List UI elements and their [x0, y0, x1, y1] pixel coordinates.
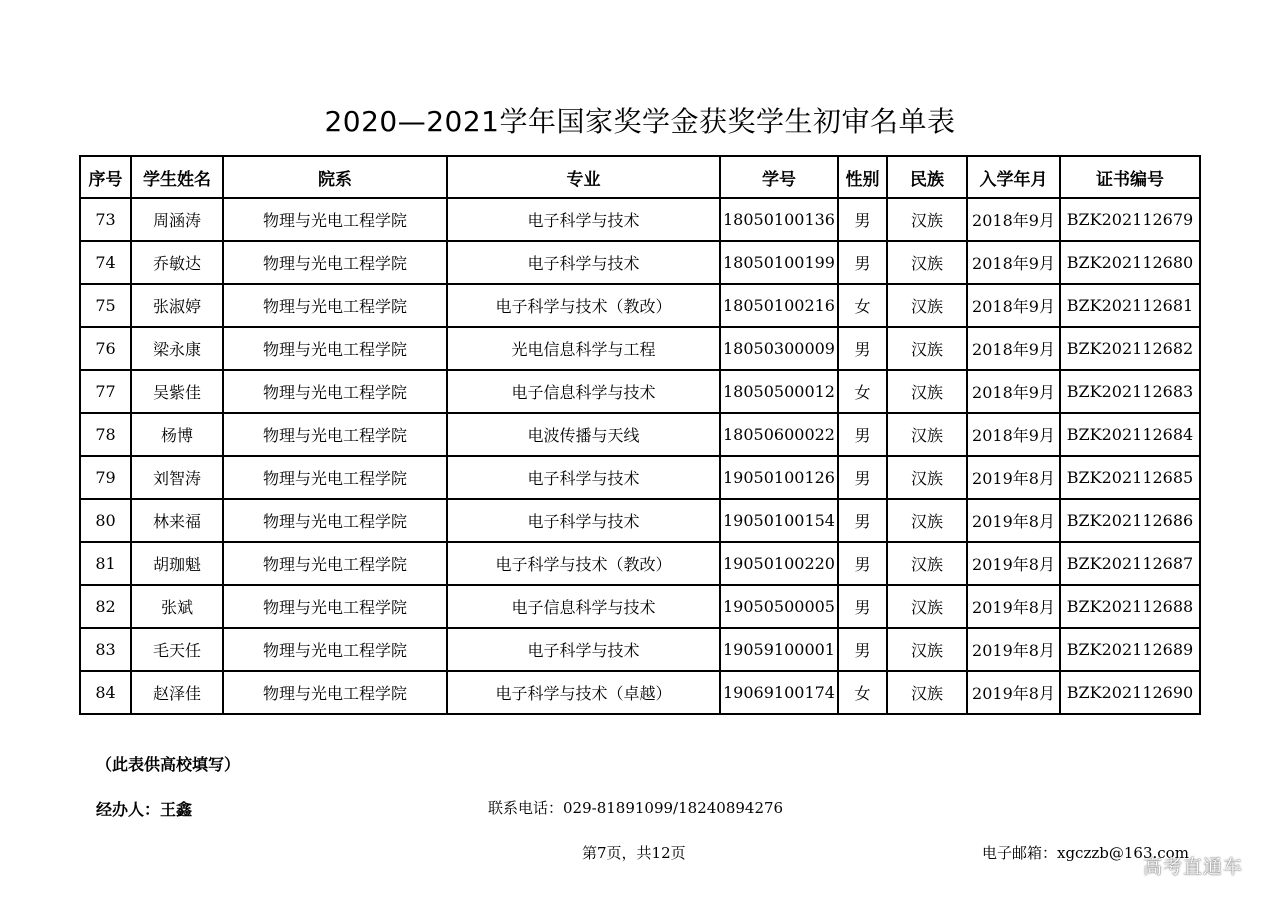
- cell-enrollment-date: 2018年9月: [967, 370, 1060, 413]
- cell-enrollment-date: 2019年8月: [967, 585, 1060, 628]
- cell-index: 84: [80, 671, 131, 714]
- cell-ethnicity: 汉族: [887, 370, 967, 413]
- column-header-ethnicity: 民族: [887, 156, 967, 198]
- watermark-text: 高考直通车: [1143, 856, 1244, 878]
- cell-certificate-number: BZK202112683: [1060, 370, 1200, 413]
- cell-student-name: 刘智涛: [131, 456, 223, 499]
- cell-student-name: 杨博: [131, 413, 223, 456]
- cell-ethnicity: 汉族: [887, 499, 967, 542]
- cell-student-name: 张斌: [131, 585, 223, 628]
- cell-enrollment-date: 2018年9月: [967, 413, 1060, 456]
- page-indicator: 第7页，共12页: [582, 844, 686, 862]
- cell-student-name: 梁永康: [131, 327, 223, 370]
- cell-student-id: 19050100126: [720, 456, 838, 499]
- cell-student-id: 19050500005: [720, 585, 838, 628]
- cell-certificate-number: BZK202112682: [1060, 327, 1200, 370]
- cell-department: 物理与光电工程学院: [223, 370, 447, 413]
- cell-index: 78: [80, 413, 131, 456]
- cell-index: 83: [80, 628, 131, 671]
- table-row: [80, 198, 1200, 241]
- cell-index: 82: [80, 585, 131, 628]
- cell-certificate-number: BZK202112681: [1060, 284, 1200, 327]
- cell-gender: 男: [838, 327, 887, 370]
- scholarship-table: [79, 155, 1201, 715]
- column-header-index: 序号: [80, 156, 131, 198]
- cell-major: 电子科学与技术（教改）: [447, 542, 720, 585]
- table-row: [80, 284, 1200, 327]
- cell-certificate-number: BZK202112679: [1060, 198, 1200, 241]
- table-row: [80, 671, 1200, 714]
- cell-gender: 男: [838, 542, 887, 585]
- cell-major: 电子科学与技术: [447, 628, 720, 671]
- column-header-gender: 性别: [838, 156, 887, 198]
- cell-student-id: 18050100199: [720, 241, 838, 284]
- table-row: [80, 327, 1200, 370]
- cell-student-id: 18050100216: [720, 284, 838, 327]
- cell-gender: 男: [838, 198, 887, 241]
- table-row: [80, 370, 1200, 413]
- cell-certificate-number: BZK202112688: [1060, 585, 1200, 628]
- cell-department: 物理与光电工程学院: [223, 585, 447, 628]
- cell-enrollment-date: 2018年9月: [967, 284, 1060, 327]
- table-row: [80, 413, 1200, 456]
- cell-enrollment-date: 2018年9月: [967, 241, 1060, 284]
- cell-index: 74: [80, 241, 131, 284]
- cell-department: 物理与光电工程学院: [223, 198, 447, 241]
- cell-student-name: 吴紫佳: [131, 370, 223, 413]
- cell-student-id: 18050500012: [720, 370, 838, 413]
- cell-certificate-number: BZK202112684: [1060, 413, 1200, 456]
- column-header-enrollment-date: 入学年月: [967, 156, 1060, 198]
- cell-gender: 男: [838, 628, 887, 671]
- cell-department: 物理与光电工程学院: [223, 628, 447, 671]
- cell-gender: 女: [838, 370, 887, 413]
- cell-index: 76: [80, 327, 131, 370]
- cell-index: 75: [80, 284, 131, 327]
- cell-major: 电子信息科学与技术: [447, 585, 720, 628]
- cell-ethnicity: 汉族: [887, 241, 967, 284]
- column-header-certificate-number: 证书编号: [1060, 156, 1200, 198]
- cell-department: 物理与光电工程学院: [223, 241, 447, 284]
- cell-major: 电子科学与技术: [447, 499, 720, 542]
- cell-major: 电子科学与技术: [447, 241, 720, 284]
- contact-phone: 联系电话：029-81891099/18240894276: [488, 799, 784, 817]
- cell-department: 物理与光电工程学院: [223, 456, 447, 499]
- cell-student-name: 林来福: [131, 499, 223, 542]
- cell-department: 物理与光电工程学院: [223, 284, 447, 327]
- cell-ethnicity: 汉族: [887, 585, 967, 628]
- cell-gender: 女: [838, 284, 887, 327]
- cell-student-name: 毛天任: [131, 628, 223, 671]
- cell-enrollment-date: 2019年8月: [967, 628, 1060, 671]
- cell-student-id: 18050600022: [720, 413, 838, 456]
- cell-student-id: 19050100154: [720, 499, 838, 542]
- column-header-department: 院系: [223, 156, 447, 198]
- cell-student-name: 胡珈魁: [131, 542, 223, 585]
- cell-major: 光电信息科学与工程: [447, 327, 720, 370]
- contact-email: 电子邮箱：xgczzb@163.com: [982, 844, 1189, 862]
- cell-gender: 男: [838, 413, 887, 456]
- cell-department: 物理与光电工程学院: [223, 671, 447, 714]
- cell-certificate-number: BZK202112680: [1060, 241, 1200, 284]
- cell-major: 电波传播与天线: [447, 413, 720, 456]
- cell-ethnicity: 汉族: [887, 413, 967, 456]
- handler-name: 经办人：王鑫: [96, 800, 193, 819]
- cell-department: 物理与光电工程学院: [223, 413, 447, 456]
- cell-index: 80: [80, 499, 131, 542]
- cell-certificate-number: BZK202112686: [1060, 499, 1200, 542]
- table-row: [80, 628, 1200, 671]
- table-row: [80, 241, 1200, 284]
- cell-gender: 男: [838, 585, 887, 628]
- form-note: （此表供高校填写）: [96, 755, 241, 774]
- cell-enrollment-date: 2019年8月: [967, 542, 1060, 585]
- cell-ethnicity: 汉族: [887, 671, 967, 714]
- cell-ethnicity: 汉族: [887, 628, 967, 671]
- cell-student-id: 18050100136: [720, 198, 838, 241]
- cell-student-name: 周涵涛: [131, 198, 223, 241]
- cell-certificate-number: BZK202112690: [1060, 671, 1200, 714]
- column-header-major: 专业: [447, 156, 720, 198]
- table-body: [80, 198, 1200, 714]
- cell-enrollment-date: 2018年9月: [967, 327, 1060, 370]
- cell-department: 物理与光电工程学院: [223, 327, 447, 370]
- cell-certificate-number: BZK202112689: [1060, 628, 1200, 671]
- cell-gender: 男: [838, 456, 887, 499]
- cell-department: 物理与光电工程学院: [223, 542, 447, 585]
- document-title: 2020—2021学年国家奖学金获奖学生初审名单表: [324, 105, 956, 138]
- cell-gender: 男: [838, 499, 887, 542]
- column-header-student-id: 学号: [720, 156, 838, 198]
- cell-certificate-number: BZK202112687: [1060, 542, 1200, 585]
- cell-enrollment-date: 2019年8月: [967, 671, 1060, 714]
- cell-index: 77: [80, 370, 131, 413]
- table-header-row: [80, 156, 1200, 198]
- cell-student-name: 赵泽佳: [131, 671, 223, 714]
- cell-enrollment-date: 2018年9月: [967, 198, 1060, 241]
- cell-student-name: 张淑婷: [131, 284, 223, 327]
- cell-student-id: 18050300009: [720, 327, 838, 370]
- cell-student-id: 19059100001: [720, 628, 838, 671]
- cell-major: 电子科学与技术: [447, 198, 720, 241]
- cell-student-id: 19050100220: [720, 542, 838, 585]
- cell-student-id: 19069100174: [720, 671, 838, 714]
- table-row: [80, 542, 1200, 585]
- cell-major: 电子科学与技术（卓越）: [447, 671, 720, 714]
- table-row: [80, 499, 1200, 542]
- cell-index: 81: [80, 542, 131, 585]
- table-row: [80, 456, 1200, 499]
- cell-index: 79: [80, 456, 131, 499]
- cell-ethnicity: 汉族: [887, 284, 967, 327]
- cell-enrollment-date: 2019年8月: [967, 499, 1060, 542]
- cell-ethnicity: 汉族: [887, 327, 967, 370]
- cell-gender: 女: [838, 671, 887, 714]
- cell-ethnicity: 汉族: [887, 198, 967, 241]
- cell-index: 73: [80, 198, 131, 241]
- table-row: [80, 585, 1200, 628]
- cell-ethnicity: 汉族: [887, 542, 967, 585]
- cell-student-name: 乔敏达: [131, 241, 223, 284]
- cell-certificate-number: BZK202112685: [1060, 456, 1200, 499]
- cell-major: 电子科学与技术（教改）: [447, 284, 720, 327]
- cell-department: 物理与光电工程学院: [223, 499, 447, 542]
- cell-major: 电子科学与技术: [447, 456, 720, 499]
- cell-major: 电子信息科学与技术: [447, 370, 720, 413]
- column-header-student-name: 学生姓名: [131, 156, 223, 198]
- cell-enrollment-date: 2019年8月: [967, 456, 1060, 499]
- cell-ethnicity: 汉族: [887, 456, 967, 499]
- cell-gender: 男: [838, 241, 887, 284]
